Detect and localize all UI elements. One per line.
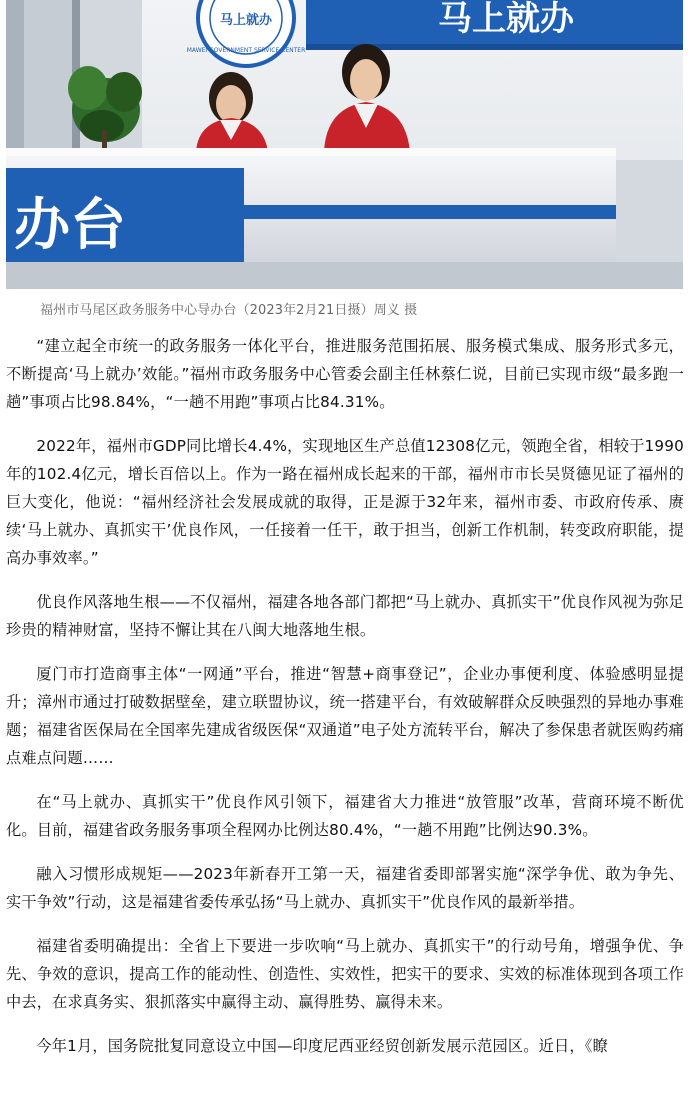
paragraph: 融入习惯形成规矩——2023年新春开工第一天，福建省委即部署实施“深学争优、敢为争先、实干争效”行动，这是福建省委传承弘扬“马上就办、真抓实干”优良作风的最新举措。 — [6, 865, 684, 911]
paragraph: 今年1月，国务院批复同意设立中国—印度尼西亚经贸创新发展示范园区。近日，《瞭 — [36, 1037, 608, 1055]
top-sign — [306, 0, 683, 50]
photo-caption: 福州市马尾区政务服务中心导办台（2023年2月21日摄）周义 摄 — [40, 303, 418, 318]
paragraph: 在“马上就办、真抓实干”优良作风引领下，福建省大力推进“放管服”改革，营商环境不断优化。目前，福建省政务服务事项全程网办比例达80.4%，“一趟不用跑”比例达90.3%。 — [6, 793, 684, 839]
paragraph: 福建省委明确提出：全省上下要进一步吹响“马上就办、真抓实干”的行动号角，增强争优、争先、争效的意识，提高工作的能动性、创造性、实效性，把实干的要求、实效的标准体现到各项工作中去，在求真务实、狠抓落实中赢得主动、赢得胜势、赢得未来。 — [6, 937, 684, 1011]
service-desk-photo — [6, 0, 683, 289]
news-photo — [6, 0, 683, 289]
article-body — [6, 332, 684, 1076]
paragraph: “建立起全市统一的政务服务一体化平台，推进服务范围拓展、服务模式集成、服务形式多元，不断提高‘马上就办’效能。”福州市政务服务中心管委会副主任林蔡仁说，目前已实现市级“最多跑一趟”事项占比98.84%，“一趟不用跑”事项占比84.31%。 — [6, 337, 684, 411]
paragraph: 厦门市打造商事主体“一网通”平台，推进“智慧+商事登记”，企业办事便利度、体验感明显提升；漳州市通过打破数据壁垒，建立联盟协议，统一搭建平台，有效破解群众反映强烈的异地办事难题；福建省医保局在全国率先建成省级医保“双通道”电子处方流转平台，解决了参保患者就医购药痛点难点问题…… — [6, 665, 684, 767]
emblem-text: 马上就办 — [219, 13, 273, 28]
emblem-ring-text: MAWEI GOVERNMENT SERVICE CENTER — [186, 47, 306, 54]
paragraph: 优良作风落地生根——不仅福州，福建各地各部门都把“马上就办、真抓实干”优良作风视为弥足珍贵的精神财富，坚持不懈让其在八闽大地落地生根。 — [6, 593, 684, 639]
desk-sign-text: 办台 — [14, 193, 126, 258]
top-sign-text: 马上就办 — [438, 0, 574, 39]
paragraph: 2022年，福州市GDP同比增长4.4%，实现地区生产总值12308亿元，领跑全省，相较于1990年的102.4亿元，增长百倍以上。作为一路在福州成长起来的干部，福州市市长吴贤德见证了福州的巨大变化，他说：“福州经济社会发展成就的取得，正是源于32年来，福州市委、市政府传承、赓续‘马上就办、真抓实干’优良作风，一任接着一任干，敢于担当，创新工作机制，转变政府职能，提高办事效率。” — [6, 437, 684, 567]
reception-desk — [6, 148, 683, 289]
